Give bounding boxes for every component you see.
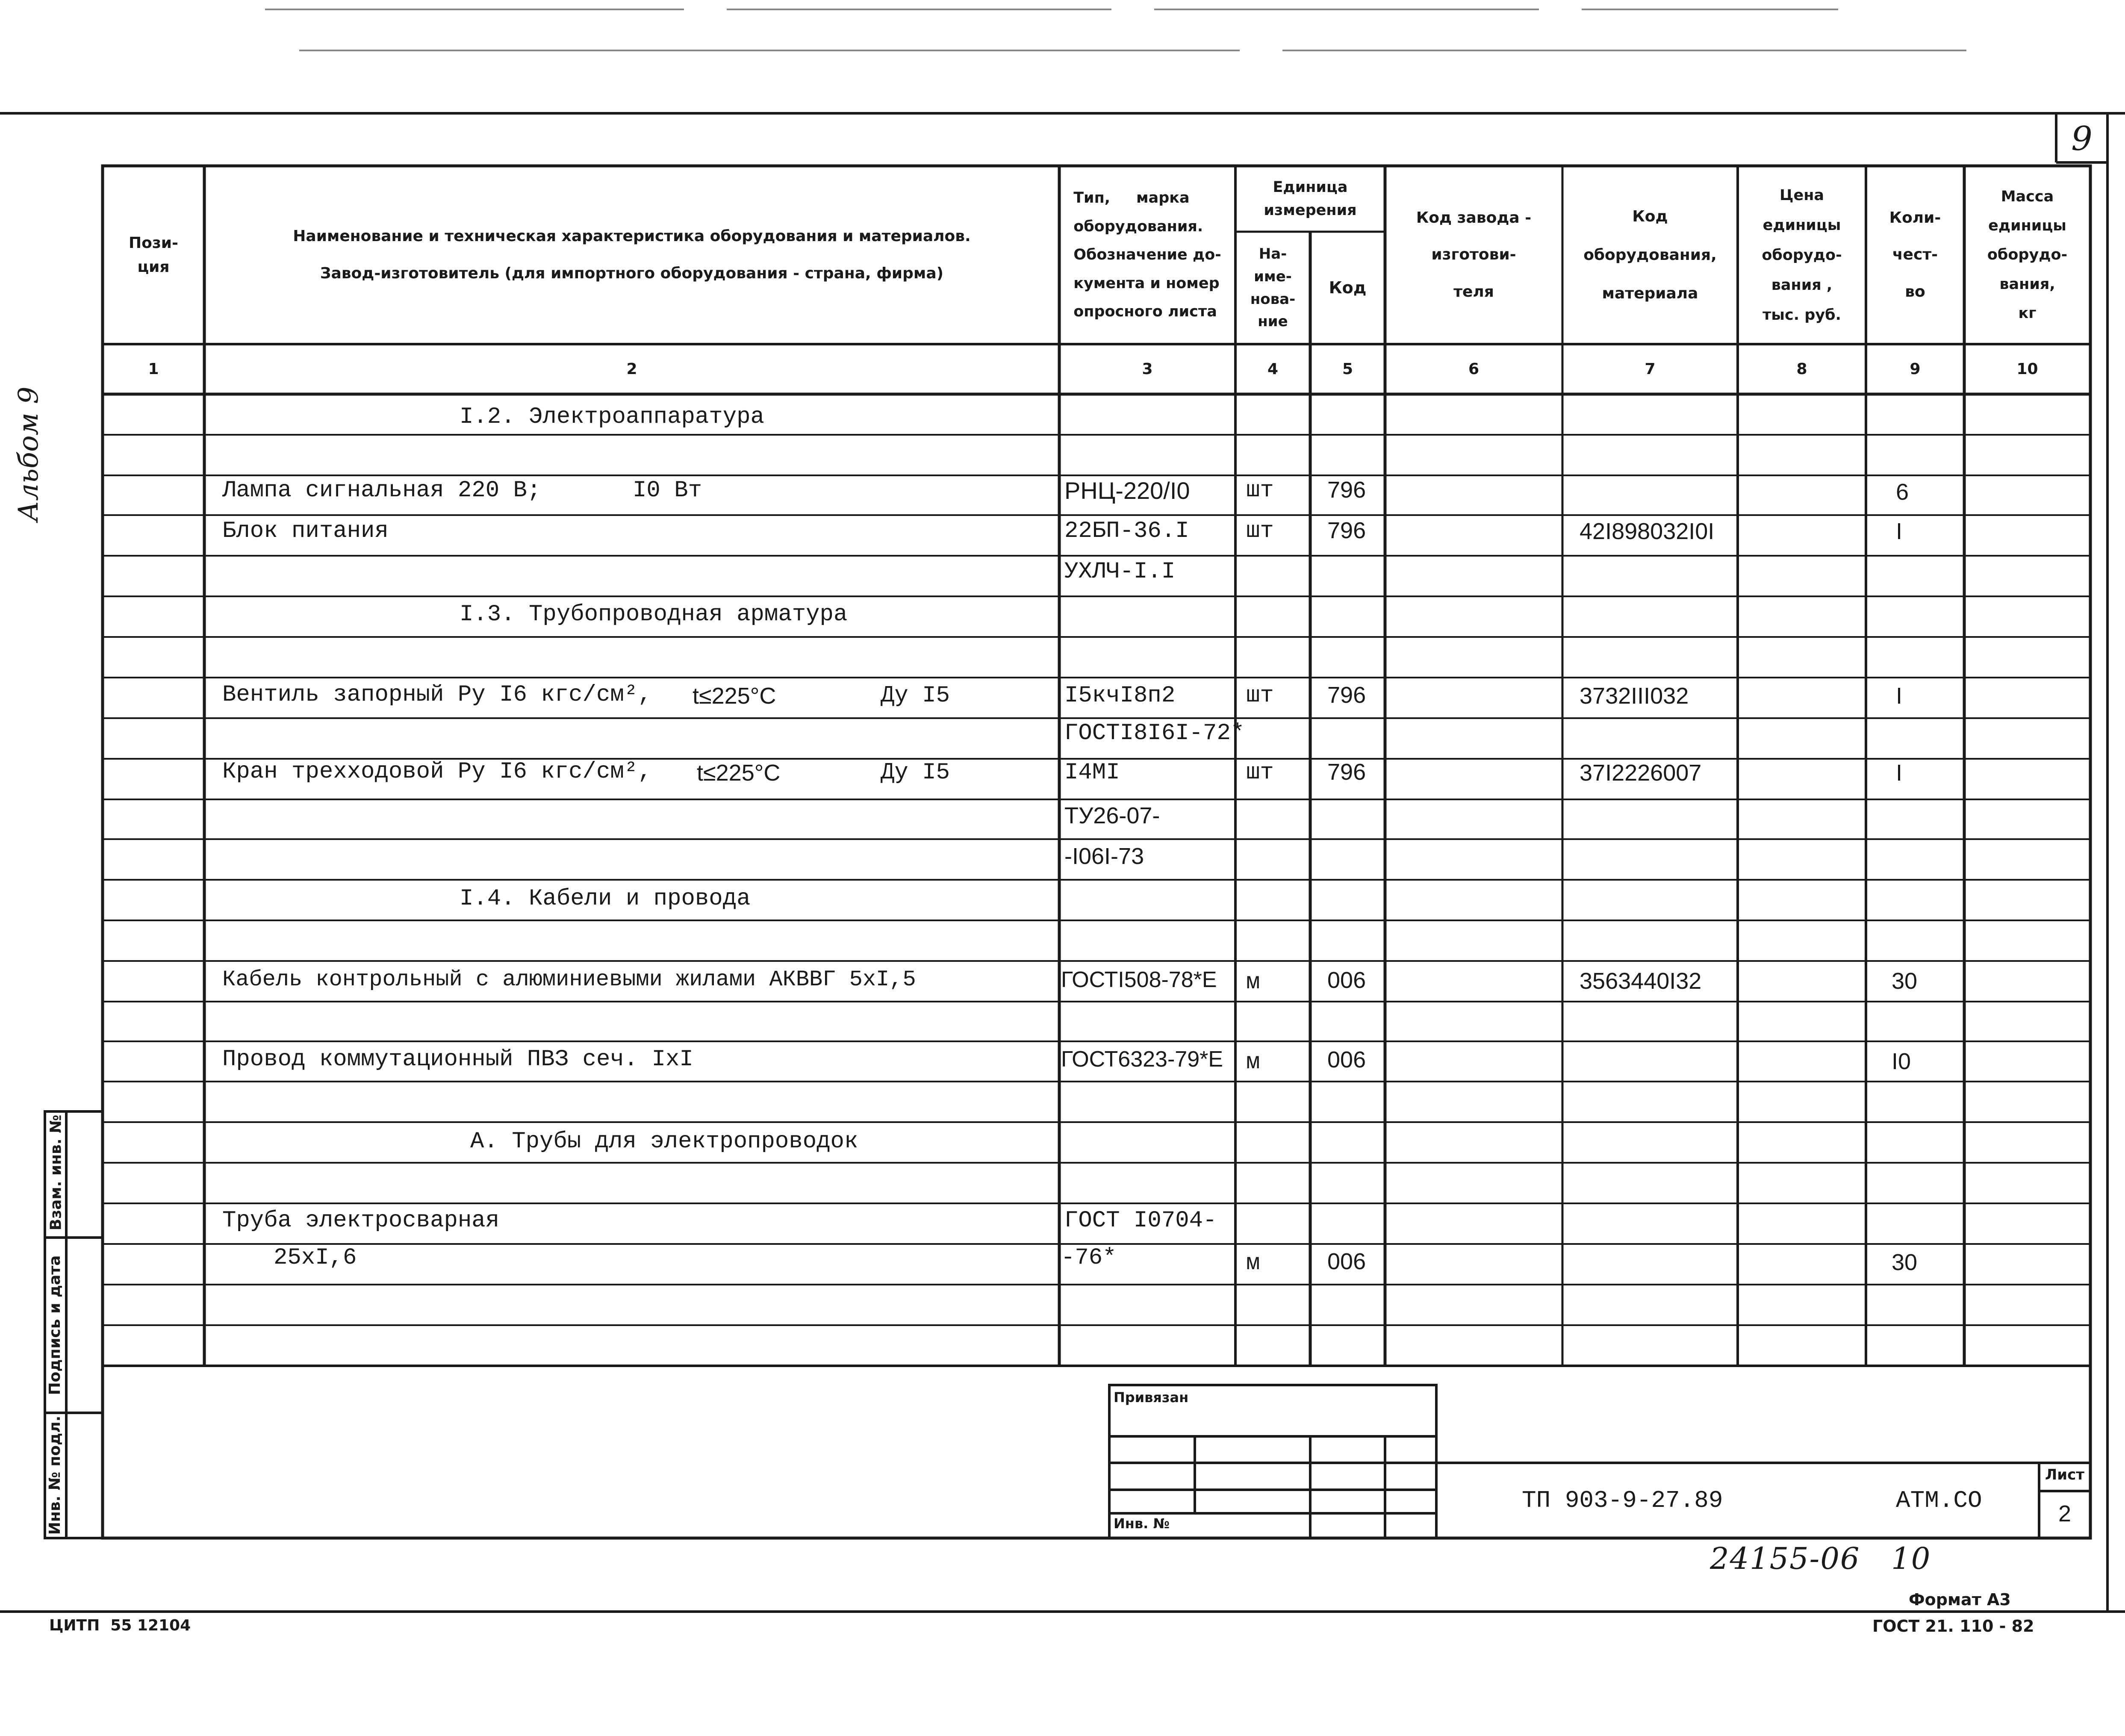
item-equipment-code: 3732III032 bbox=[1580, 683, 1689, 709]
item-type: ГОСТI8I6I-72* bbox=[1064, 720, 1245, 746]
item-name-extra: I0 Вт bbox=[633, 477, 702, 504]
stamp-privyazan-label: Привязан bbox=[1114, 1389, 1189, 1406]
stamp-inv-label: Инв. № bbox=[1114, 1515, 1170, 1532]
col-number-2: 2 bbox=[626, 360, 637, 378]
header-unit-group-text: Единица измерения bbox=[1264, 178, 1357, 219]
item-unit: м bbox=[1246, 1250, 1260, 1276]
item-type: 22БП-36.I bbox=[1064, 518, 1189, 544]
item-quantity: I bbox=[1896, 760, 1903, 786]
header-type bbox=[1059, 166, 1235, 344]
replaced-inv-label: Взам. инв. № bbox=[47, 1114, 65, 1231]
header-name bbox=[204, 166, 1059, 344]
item-name: 25хI,6 bbox=[274, 1245, 357, 1271]
header-unit-name bbox=[1235, 232, 1310, 344]
item-name: Провод коммутационный ПВЗ сеч. IхI bbox=[222, 1046, 693, 1073]
item-type: I5кчI8п2 bbox=[1064, 683, 1176, 709]
item-quantity: 6 bbox=[1896, 479, 1909, 505]
header-unit-group bbox=[1235, 166, 1385, 232]
gost-label: ГОСТ 21. 110 - 82 bbox=[1872, 1617, 2034, 1636]
format-label: Формат А3 bbox=[1909, 1590, 2011, 1609]
item-type: -I06I-73 bbox=[1064, 843, 1144, 869]
item-type: ГОСТ6323-79*Е bbox=[1061, 1047, 1223, 1072]
item-unit-code: 006 bbox=[1327, 1047, 1366, 1073]
section-heading: А. Трубы для электропроводок bbox=[470, 1129, 858, 1155]
header-unit-code-text: Код bbox=[1329, 278, 1367, 298]
item-unit-code: 796 bbox=[1327, 518, 1366, 543]
header-plant-code bbox=[1385, 166, 1562, 344]
item-unit: м bbox=[1246, 1049, 1260, 1076]
col-number-1: 1 bbox=[148, 360, 159, 378]
item-type: I4МI bbox=[1064, 760, 1120, 786]
header-plant-code-text: Код завода - изготови- теля bbox=[1416, 209, 1532, 301]
header-name-line1: Наименование и техническая характеристика оборудования и материалов. bbox=[293, 227, 971, 245]
item-unit-code: 796 bbox=[1327, 682, 1366, 708]
col-number-7: 7 bbox=[1645, 360, 1656, 378]
header-name-line2: Завод-изготовитель (для импортного оборудования - страна, фирма) bbox=[320, 264, 944, 282]
item-temperature: t≤225°C bbox=[693, 683, 776, 709]
header-equipment-code bbox=[1562, 166, 1738, 344]
col-number-5: 5 bbox=[1342, 360, 1353, 378]
sheet-corner-number: 9 bbox=[2071, 120, 2093, 158]
item-unit: м bbox=[1246, 970, 1260, 996]
item-unit-code: 796 bbox=[1327, 477, 1366, 503]
inv-original-label: Инв. № подл. bbox=[46, 1415, 64, 1535]
header-unit-name-text: На- име- нова- ние bbox=[1250, 245, 1296, 330]
item-equipment-code: 3563440I32 bbox=[1580, 968, 1702, 994]
sheet-number: 2 bbox=[2058, 1501, 2072, 1527]
col-number-10: 10 bbox=[2016, 360, 2038, 378]
header-quantity bbox=[1866, 166, 1964, 344]
item-type: РНЦ-220/I0 bbox=[1064, 477, 1190, 504]
item-type: ТУ26-07- bbox=[1064, 803, 1160, 828]
section-heading: I.3. Трубопроводная арматура bbox=[460, 601, 848, 628]
album-label: Альбом 9 bbox=[13, 386, 44, 522]
item-name: Лампа сигнальная 220 В; bbox=[222, 477, 541, 504]
item-name: Кабель контрольный с алюминиевыми жилами АКВВГ 5хI,5 bbox=[222, 967, 916, 992]
col-number-6: 6 bbox=[1468, 360, 1480, 378]
header-mass-text: Масса единицы оборудо- вания, кг bbox=[1987, 188, 2068, 322]
item-quantity: I bbox=[1896, 519, 1903, 544]
item-quantity: 30 bbox=[1892, 1250, 1918, 1275]
header-position bbox=[103, 166, 204, 344]
item-type: УХЛЧ-I.I bbox=[1064, 559, 1176, 585]
col-number-3: 3 bbox=[1142, 360, 1153, 378]
item-nominal-size: Ду I5 bbox=[881, 760, 950, 786]
item-unit-code: 796 bbox=[1327, 759, 1366, 785]
header-equipment-code-text: Код оборудования, материала bbox=[1583, 207, 1717, 302]
section-heading: I.2. Электроаппаратура bbox=[460, 404, 764, 430]
header-quantity-text: Коли- чест- во bbox=[1889, 209, 1941, 301]
section-heading: I.4. Кабели и провода bbox=[460, 886, 751, 912]
header-type-text: Тип, марка оборудования. Обозначение до- кумента и номер опросного листа bbox=[1073, 189, 1221, 321]
item-type: ГОСТ I0704- bbox=[1064, 1208, 1217, 1234]
item-name: Труба электросварная bbox=[222, 1208, 500, 1234]
item-unit-code: 006 bbox=[1327, 1249, 1366, 1274]
item-unit: шт bbox=[1246, 760, 1274, 786]
item-unit-code: 006 bbox=[1327, 967, 1366, 993]
sign-date-label: Подпись и дата bbox=[46, 1255, 64, 1395]
col-number-8: 8 bbox=[1796, 360, 1807, 378]
col-number-9: 9 bbox=[1910, 360, 1921, 378]
header-mass bbox=[1964, 166, 2090, 344]
col-number-4: 4 bbox=[1267, 360, 1279, 378]
item-equipment-code: 42I898032I0I bbox=[1580, 519, 1715, 544]
item-name: Кран трехходовой Ру I6 кгс/см², bbox=[222, 759, 652, 785]
document-code: ТП 903-9-27.89 bbox=[1522, 1487, 1723, 1514]
item-equipment-code: 37I2226007 bbox=[1580, 760, 1702, 786]
item-type: -76* bbox=[1061, 1245, 1117, 1271]
item-name: Вентиль запорный Ру I6 кгс/см², bbox=[222, 682, 652, 708]
item-temperature: t≤225°C bbox=[697, 760, 781, 786]
item-nominal-size: Ду I5 bbox=[881, 683, 950, 709]
item-unit: шт bbox=[1246, 477, 1274, 504]
document-mark: АТМ.СО bbox=[1896, 1487, 1982, 1514]
cutp-label: ЦИТП 55 12104 bbox=[49, 1617, 191, 1634]
item-name: Блок питания bbox=[222, 518, 389, 544]
item-quantity: I bbox=[1896, 683, 1903, 709]
item-unit: шт bbox=[1246, 683, 1274, 709]
header-unit-code bbox=[1310, 232, 1385, 344]
item-quantity: I0 bbox=[1892, 1049, 1911, 1074]
sheet-label: Лист bbox=[2045, 1466, 2084, 1483]
header-price-text: Цена единицы оборудо- вания , тыс. руб. bbox=[1762, 186, 1842, 324]
item-type: ГОСТI508-78*Е bbox=[1061, 967, 1217, 992]
item-unit: шт bbox=[1246, 518, 1274, 544]
handwritten-number: 24155-06 10 bbox=[1710, 1541, 1931, 1576]
header-price bbox=[1738, 166, 1866, 344]
header-position-text: Пози- ция bbox=[129, 234, 178, 276]
item-quantity: 30 bbox=[1892, 968, 1918, 994]
